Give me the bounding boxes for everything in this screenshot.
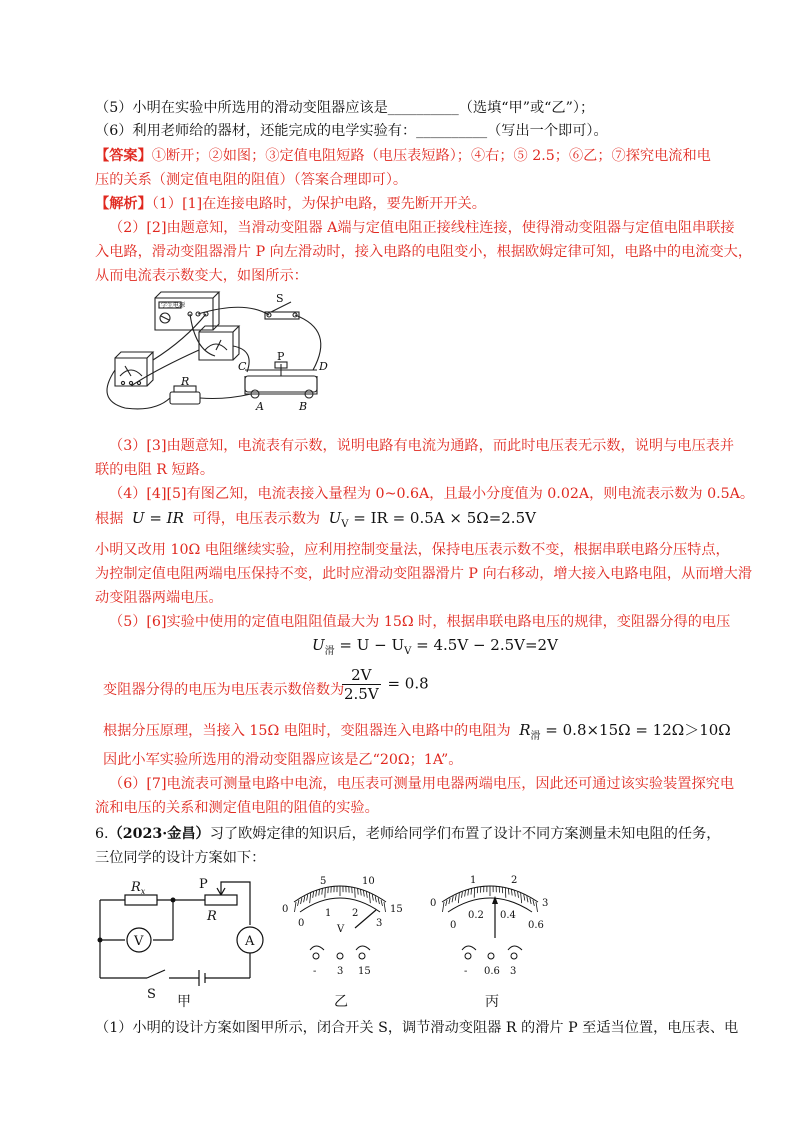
analysis-p5-line-1: 小明又改用 10Ω 电阻继续实验，应利用控制变量法，保持电压表示数不变，根据串联电路分压特点， (95, 542, 730, 558)
dial-tick (443, 902, 445, 912)
bing-top-2: 2 (511, 875, 518, 886)
dial-tick (462, 892, 463, 898)
analysis-p4-line-2 (95, 508, 536, 535)
question-5-line: （5）小明在实验中所选用的滑动变阻器应该是__________（选填“甲”或“乙”）； (95, 100, 595, 116)
analysis-p2-line-1: （2）[2]由题意知，当滑动变阻器 A端与定值电阻正接线柱连接，使得滑动变阻器与定值电阻串联接 (109, 220, 735, 236)
dial-tick (369, 893, 370, 903)
formula-r-slide (515, 721, 731, 742)
dial-tick (375, 896, 376, 902)
label-r-jia: R (207, 909, 217, 924)
label-p: P (277, 350, 285, 363)
formula-u-slide (312, 636, 558, 657)
ammeter-dial-bing (428, 870, 553, 1012)
answer-tag: 【答案】 (95, 148, 152, 164)
caption-jia: 甲 (177, 994, 191, 1010)
dial-tick (521, 893, 522, 903)
label-a: A (256, 400, 264, 413)
dial-tick (298, 900, 299, 906)
label-s: S (276, 292, 284, 305)
bing-bot-0.2: 0.2 (468, 910, 484, 921)
analysis-p7 (103, 680, 344, 700)
formula-ratio (340, 666, 429, 703)
dial-tick (355, 888, 356, 898)
bing-bot-0: 0 (450, 920, 457, 931)
p8-pre: 根据分压原理，当接入 15Ω 电阻时，变阻器连入电路中的电阻为 (103, 723, 511, 739)
analysis-p3-line-2: 联的电阻 R 短路。 (95, 462, 215, 478)
dial-tick (381, 900, 382, 906)
yi-top-15: 15 (390, 904, 403, 915)
voltmeter-dial-yi (280, 870, 403, 1012)
p4-pre: 根据 (95, 511, 124, 527)
q6-source: （2023·金昌） (108, 826, 210, 842)
yi-bot-1: 1 (325, 908, 332, 919)
bing-top-0: 0 (430, 898, 437, 909)
dial-tick (446, 900, 447, 906)
circuit-diagram-jia (95, 870, 275, 1010)
caption-bing: 丙 (485, 994, 499, 1010)
f6-sub: 滑 (324, 646, 335, 657)
dial-tick (304, 896, 305, 902)
label-p-jia: P (199, 877, 208, 892)
f-u: U (328, 509, 342, 527)
dial-tick (358, 889, 359, 895)
analysis-p2-line-3: 从而电流表示数变大，如图所示： (95, 268, 308, 284)
question-6-line-2: 三位同学的设计方案如下： (95, 850, 266, 866)
junction-dot-1 (171, 898, 176, 903)
analysis-p4-line-1: （4）[4][5]有图乙知，电流表接入量程为 0~0.6A，且最小分度值为 0.02A，则电流表示数为 0.5A。 (109, 486, 755, 502)
apparatus-figure (95, 290, 340, 420)
f6-sub2: V (404, 646, 412, 657)
ammeter-needle-tip (492, 896, 498, 904)
bing-term-0.6: 0.6 (484, 966, 500, 977)
f6-end: = 4.5V − 2.5V=2V (411, 636, 558, 654)
fraction (342, 666, 381, 703)
yi-term-3: 3 (337, 966, 344, 977)
label-b: B (299, 400, 308, 413)
dial-tick (307, 895, 308, 901)
label-d: D (319, 360, 328, 373)
frac-num: 2V (342, 666, 381, 685)
dial-tick (449, 898, 450, 904)
f-rest: = IR = 0.5A × 5Ω=2.5V (348, 509, 536, 527)
analysis-p5-line-2: 为控制定值电阻两端电压保持不变，此时应滑动变阻器滑片 P 向右移动，增大接入电路电阻，从而增大滑 (95, 566, 753, 582)
f8-r: R (519, 721, 531, 739)
label-r: R (181, 375, 190, 388)
f6-u: U (312, 636, 325, 654)
bing-term-3: 3 (510, 966, 517, 977)
dial-tick (471, 889, 472, 895)
f8-end: = 0.8×15Ω = 12Ω＞10Ω (540, 721, 731, 739)
yi-top-10: 10 (362, 876, 375, 887)
dial-tick (474, 888, 475, 898)
dial-tick (363, 891, 364, 897)
dial-tick (530, 898, 531, 904)
dial-tick (508, 889, 509, 895)
analysis-tag: 【解析】 (95, 196, 152, 212)
dial-tick (458, 893, 459, 903)
dial-tick (536, 902, 538, 912)
f6-rest: = U − U (334, 636, 405, 654)
frac-den: 2.5V (344, 685, 379, 703)
yi-term-15: 15 (358, 966, 371, 977)
ammeter-a: A (245, 934, 255, 949)
caption-yi: 乙 (334, 994, 348, 1010)
dial-tick (361, 889, 362, 895)
f-u-sub: V (341, 519, 349, 530)
analysis-p2-line-2: 入电路，滑动变阻器滑片 P 向左滑动时，接入电路的电阻变小，根据欧姆定律可知，电路中的电流变大， (95, 244, 753, 260)
dial-tick (524, 895, 525, 901)
power-supply-label: 学生电源 (161, 302, 186, 309)
answer-line-2: 压的关系（测定值电阻的阻值）（答案合理即可）。 (95, 172, 408, 188)
frac-result: = 0.8 (387, 674, 429, 693)
dial-tick (518, 892, 519, 898)
yi-bot-0: 0 (298, 918, 305, 929)
answer-line-1 (95, 146, 711, 166)
dial-tick (366, 892, 367, 898)
bing-top-1: 1 (470, 875, 477, 886)
question-6-sub-1: （1）小明的设计方案如图甲所示，闭合开关 S，调节滑动变阻器 R 的滑片 P 至适当位置，电压表、电 (95, 1020, 739, 1036)
q6-text-1: 习了欧姆定律的知识后，老师给同学们布置了设计不同方案测量未知电阻的任务， (209, 826, 721, 842)
yi-unit: V (337, 924, 345, 935)
dial-tick (378, 898, 379, 904)
dial-tick (384, 902, 386, 912)
analysis-p9: 因此小军实验所选用的滑动变阻器应该是乙“20Ω；1A”。 (103, 752, 463, 768)
dial-tick (465, 891, 466, 897)
analysis-p10-line-1: （6）[7]电流表可测量电路中电流，电压表可测量用电器两端电压，因此还可通过该实验装置探究电 (109, 776, 735, 792)
analysis-p10-line-2: 流和电压的关系和测定值电阻的阻值的实验。 (95, 800, 379, 816)
analysis-p1: （1）[1]在连接电路时，为保护电路，要先断开开关。 (151, 196, 486, 212)
formula-u-ir: U = IR (131, 509, 184, 527)
yi-top-5: 5 (320, 876, 327, 887)
answer-text-1: ①断开；②如图；③定值电阻短路（电压表短路）；④右；⑤ 2.5；⑥乙；⑦探究电流和电 (151, 148, 711, 164)
analysis-p8 (103, 720, 731, 747)
dial-tick (319, 889, 320, 895)
dial-tick (527, 896, 528, 902)
dial-tick (452, 896, 453, 902)
dial-tick (515, 891, 516, 897)
dial-tick (468, 889, 469, 895)
dial-tick (372, 895, 373, 901)
formula-voltage (325, 509, 536, 530)
dial-tick (511, 889, 512, 895)
bing-term-minus: - (464, 966, 468, 977)
question-6-line-1 (95, 824, 721, 844)
label-c: C (238, 360, 247, 373)
dial-tick (533, 900, 534, 906)
dial-tick (295, 902, 297, 912)
label-switch-s: S (147, 987, 156, 1002)
yi-bot-3: 3 (376, 918, 383, 929)
dial-tick (316, 891, 317, 897)
bing-top-3: 3 (542, 898, 549, 909)
f8-sub: 滑 (530, 731, 541, 742)
dial-tick (301, 898, 302, 904)
dial-tick (325, 888, 326, 898)
q6-number: 6. (95, 826, 109, 842)
analysis-p5-line-3: 动变阻器两端电压。 (95, 590, 223, 606)
dial-tick (505, 888, 506, 898)
voltmeter-v: V (134, 934, 144, 949)
dial-tick (313, 892, 314, 898)
label-rx: $R_x$ (131, 880, 146, 896)
question-6-line: （6）利用老师给的器材，还能完成的电学实验有：__________（写出一个即可）。 (95, 123, 608, 139)
analysis-p3-line-1: （3）[3]由题意知，电流表有示数，说明电路有电流为通路，而此时电压表无示数，说明与电压表并 (109, 438, 735, 454)
junction-dot-2 (98, 938, 103, 943)
p4-mid: 可得，电压表示数为 (192, 511, 321, 527)
bing-bot-0.4: 0.4 (500, 910, 516, 921)
p7-pre: 变阻器分得的电压为电压表示数倍数为 (103, 682, 345, 698)
yi-bot-2: 2 (352, 908, 359, 919)
dial-tick (322, 889, 323, 895)
yi-top-0: 0 (282, 904, 289, 915)
analysis-line-1 (95, 194, 486, 214)
dial-tick (310, 893, 311, 903)
yi-term-minus: - (313, 966, 317, 977)
analysis-p6-line-1: （5）[6]实验中使用的定值电阻阻值最大为 15Ω 时，根据串联电路电压的规律，变阻器分得的电压 (109, 614, 731, 630)
dial-tick (455, 895, 456, 901)
bing-bot-0.6: 0.6 (528, 920, 544, 931)
